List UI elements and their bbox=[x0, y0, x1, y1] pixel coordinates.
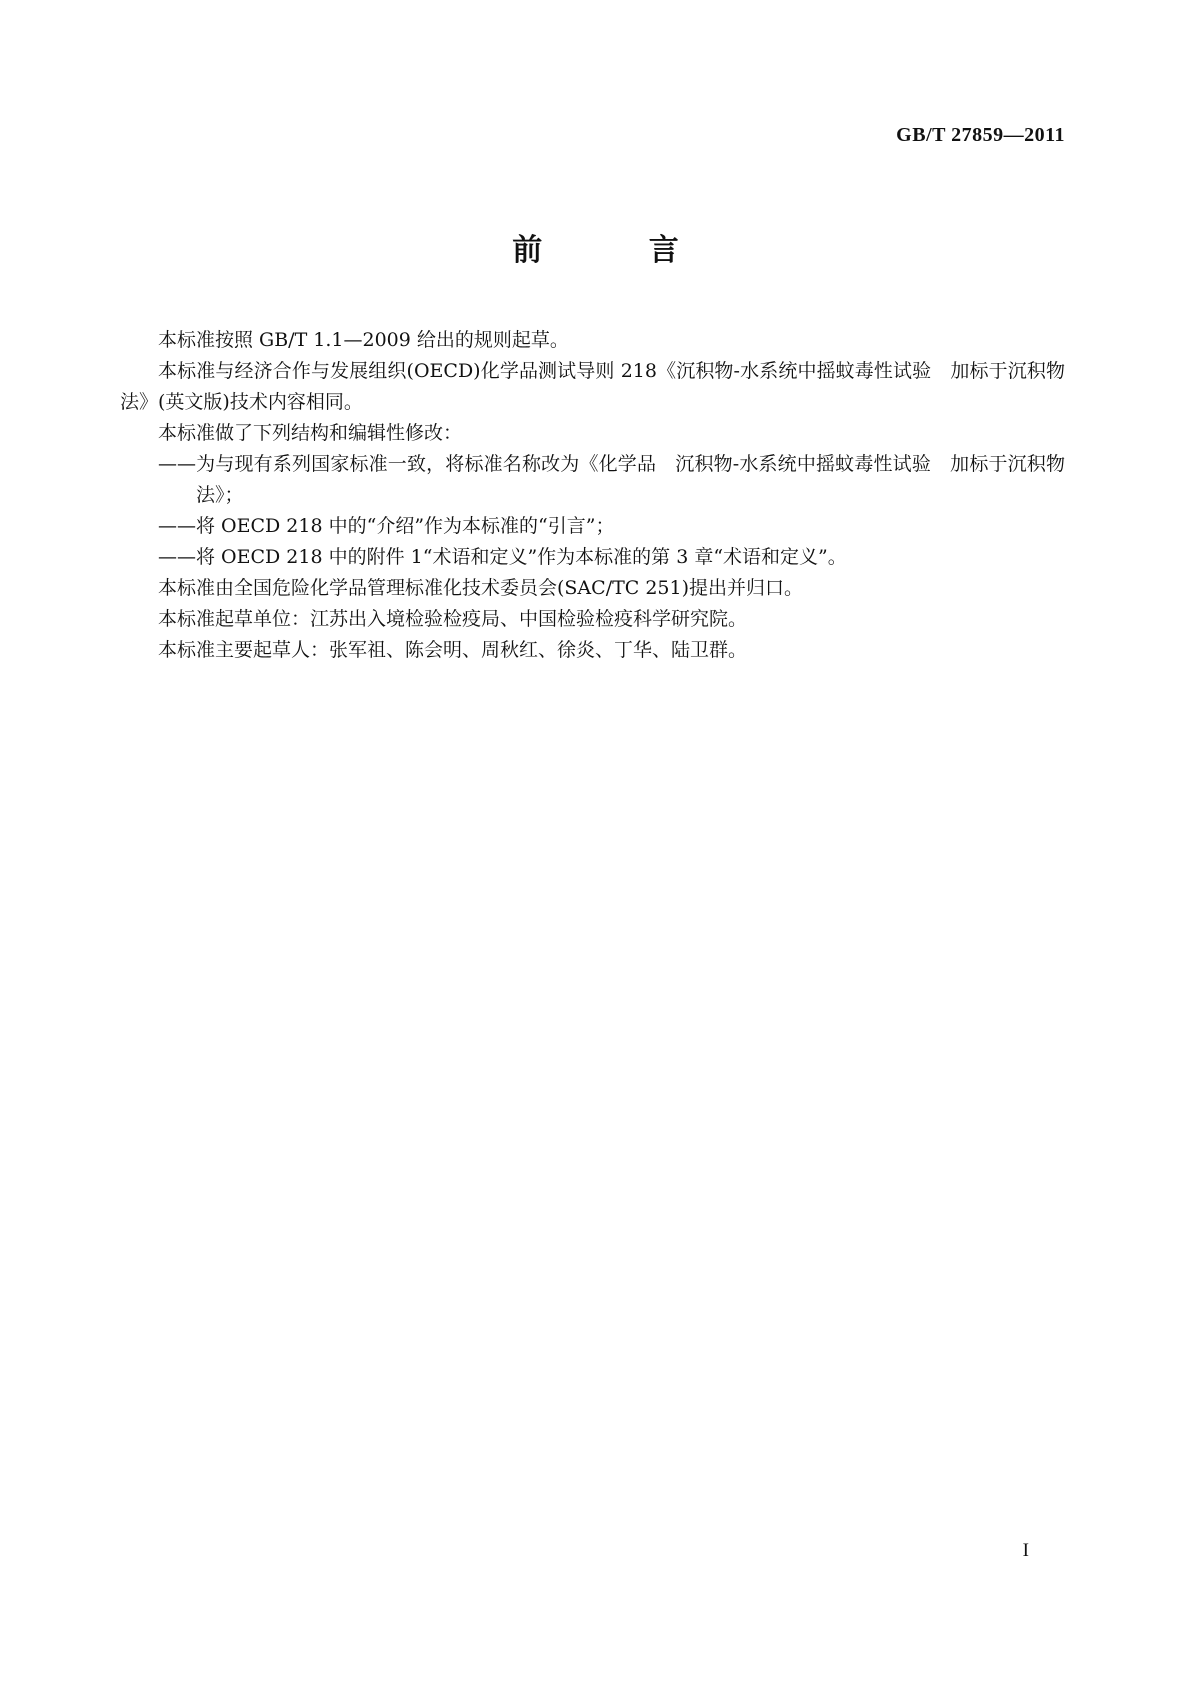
list-item: ——将 OECD 218 中的“介绍”作为本标准的“引言”； bbox=[158, 515, 615, 537]
paragraph-committee: 本标准由全国危险化学品管理标准化技术委员会(SAC/TC 251)提出并归口。 bbox=[158, 577, 804, 599]
paragraph-modifications-intro: 本标准做了下列结构和编辑性修改： bbox=[158, 422, 463, 444]
paragraph-drafters: 本标准主要起草人：张军祖、陈会明、周秋红、徐炎、丁华、陆卫群。 bbox=[158, 639, 748, 661]
standard-number: GB/T 27859—2011 bbox=[896, 124, 1065, 146]
page-title: 前 言 bbox=[512, 233, 727, 268]
list-item: ——将 OECD 218 中的附件 1“术语和定义”作为本标准的第 3 章“术语和定义”。 bbox=[158, 546, 847, 568]
foreword-body bbox=[120, 325, 1065, 666]
page-number: I bbox=[1022, 1540, 1029, 1561]
list-item: ——为与现有系列国家标准一致，将标准名称改为《化学品 沉积物-水系统中摇蚊毒性试验 加标于沉积物法》； bbox=[158, 453, 1065, 506]
paragraph-drafting-rules: 本标准按照 GB/T 1.1—2009 给出的规则起草。 bbox=[158, 329, 569, 351]
paragraph-drafting-units: 本标准起草单位：江苏出入境检验检疫局、中国检验检疫科学研究院。 bbox=[158, 608, 748, 630]
paragraph-oecd-equivalence: 本标准与经济合作与发展组织(OECD)化学品测试导则 218《沉积物-水系统中摇蚊毒性试验 加标于沉积物法》(英文版)技术内容相同。 bbox=[120, 360, 1065, 413]
